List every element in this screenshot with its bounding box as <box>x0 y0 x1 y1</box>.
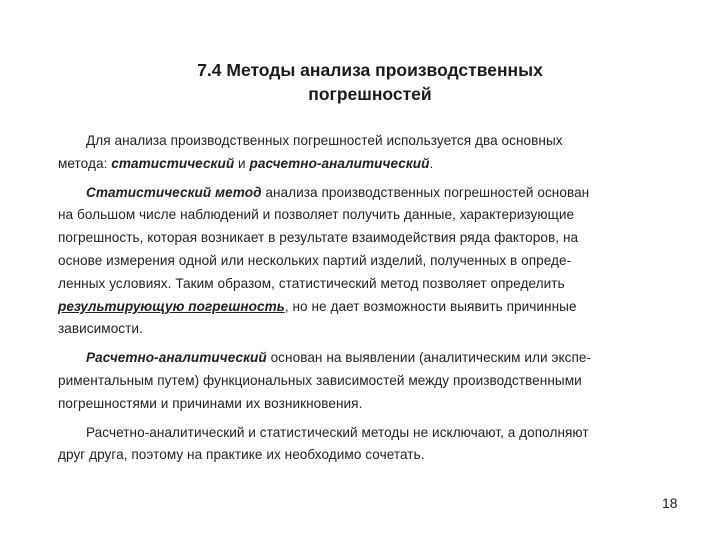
paragraph-line: погрешность, которая возникает в результате взаимодействия ряда факторов, на <box>58 230 579 246</box>
paragraph-line: погрешностями и причинами их возникновения. <box>58 395 363 411</box>
paragraph-line: друг друга, поэтому на практике их необходимо сочетать. <box>58 447 425 463</box>
paragraph-line: Расчетно-аналитический и статистический методы не исключают, а дополняют <box>86 424 589 440</box>
text-run: метода: <box>58 155 112 171</box>
text-run: Для анализа производственных погрешностей используется два основных <box>86 133 563 148</box>
paragraph-line <box>58 153 680 176</box>
paragraph-line <box>58 347 680 370</box>
paragraph-line <box>58 130 680 153</box>
paragraph-line: основе измерения одной или нескольких партий изделий, полученных в опреде- <box>58 252 572 268</box>
paragraph-line: риментальным путем) функциональных зависимостей между производственными <box>58 372 582 388</box>
slide-title-line-2: погрешностей <box>308 84 432 104</box>
text-run: и <box>234 155 250 171</box>
slide-body <box>58 130 680 473</box>
text-run: . <box>429 155 434 171</box>
paragraph-line: ленных условиях. Таким образом, статистический метод позволяет определить <box>58 275 565 291</box>
term-statistical-method: Статистический метод <box>86 184 262 200</box>
term-analytical-method: Расчетно-аналитический <box>86 350 267 366</box>
paragraph-line: зависимости. <box>58 321 143 337</box>
text-run: анализа производственных погрешностей основан <box>261 184 590 200</box>
text-run: , но не дает возможности выявить причинные <box>284 298 577 314</box>
term-statistical: статистический <box>111 155 235 171</box>
paragraph-analytical-method <box>58 347 680 415</box>
slide-title-line-1: 7.4 Методы анализа производственных <box>197 60 543 80</box>
slide-title <box>160 58 580 106</box>
paragraph-line <box>58 296 680 319</box>
paragraph-conclusion <box>58 422 680 468</box>
page-number: 18 <box>662 495 678 511</box>
paragraph-statistical-method <box>58 182 680 342</box>
term-analytical: расчетно-аналитический <box>249 155 430 171</box>
paragraph-intro <box>58 130 680 176</box>
paragraph-line <box>58 182 680 205</box>
paragraph-line: на большом числе наблюдений и позволяет получить данные, характеризующие <box>58 207 575 223</box>
term-resulting-error: результирующую погрешность <box>58 298 285 314</box>
text-run: основан на выявлении (аналитическим или экспе- <box>266 350 592 366</box>
